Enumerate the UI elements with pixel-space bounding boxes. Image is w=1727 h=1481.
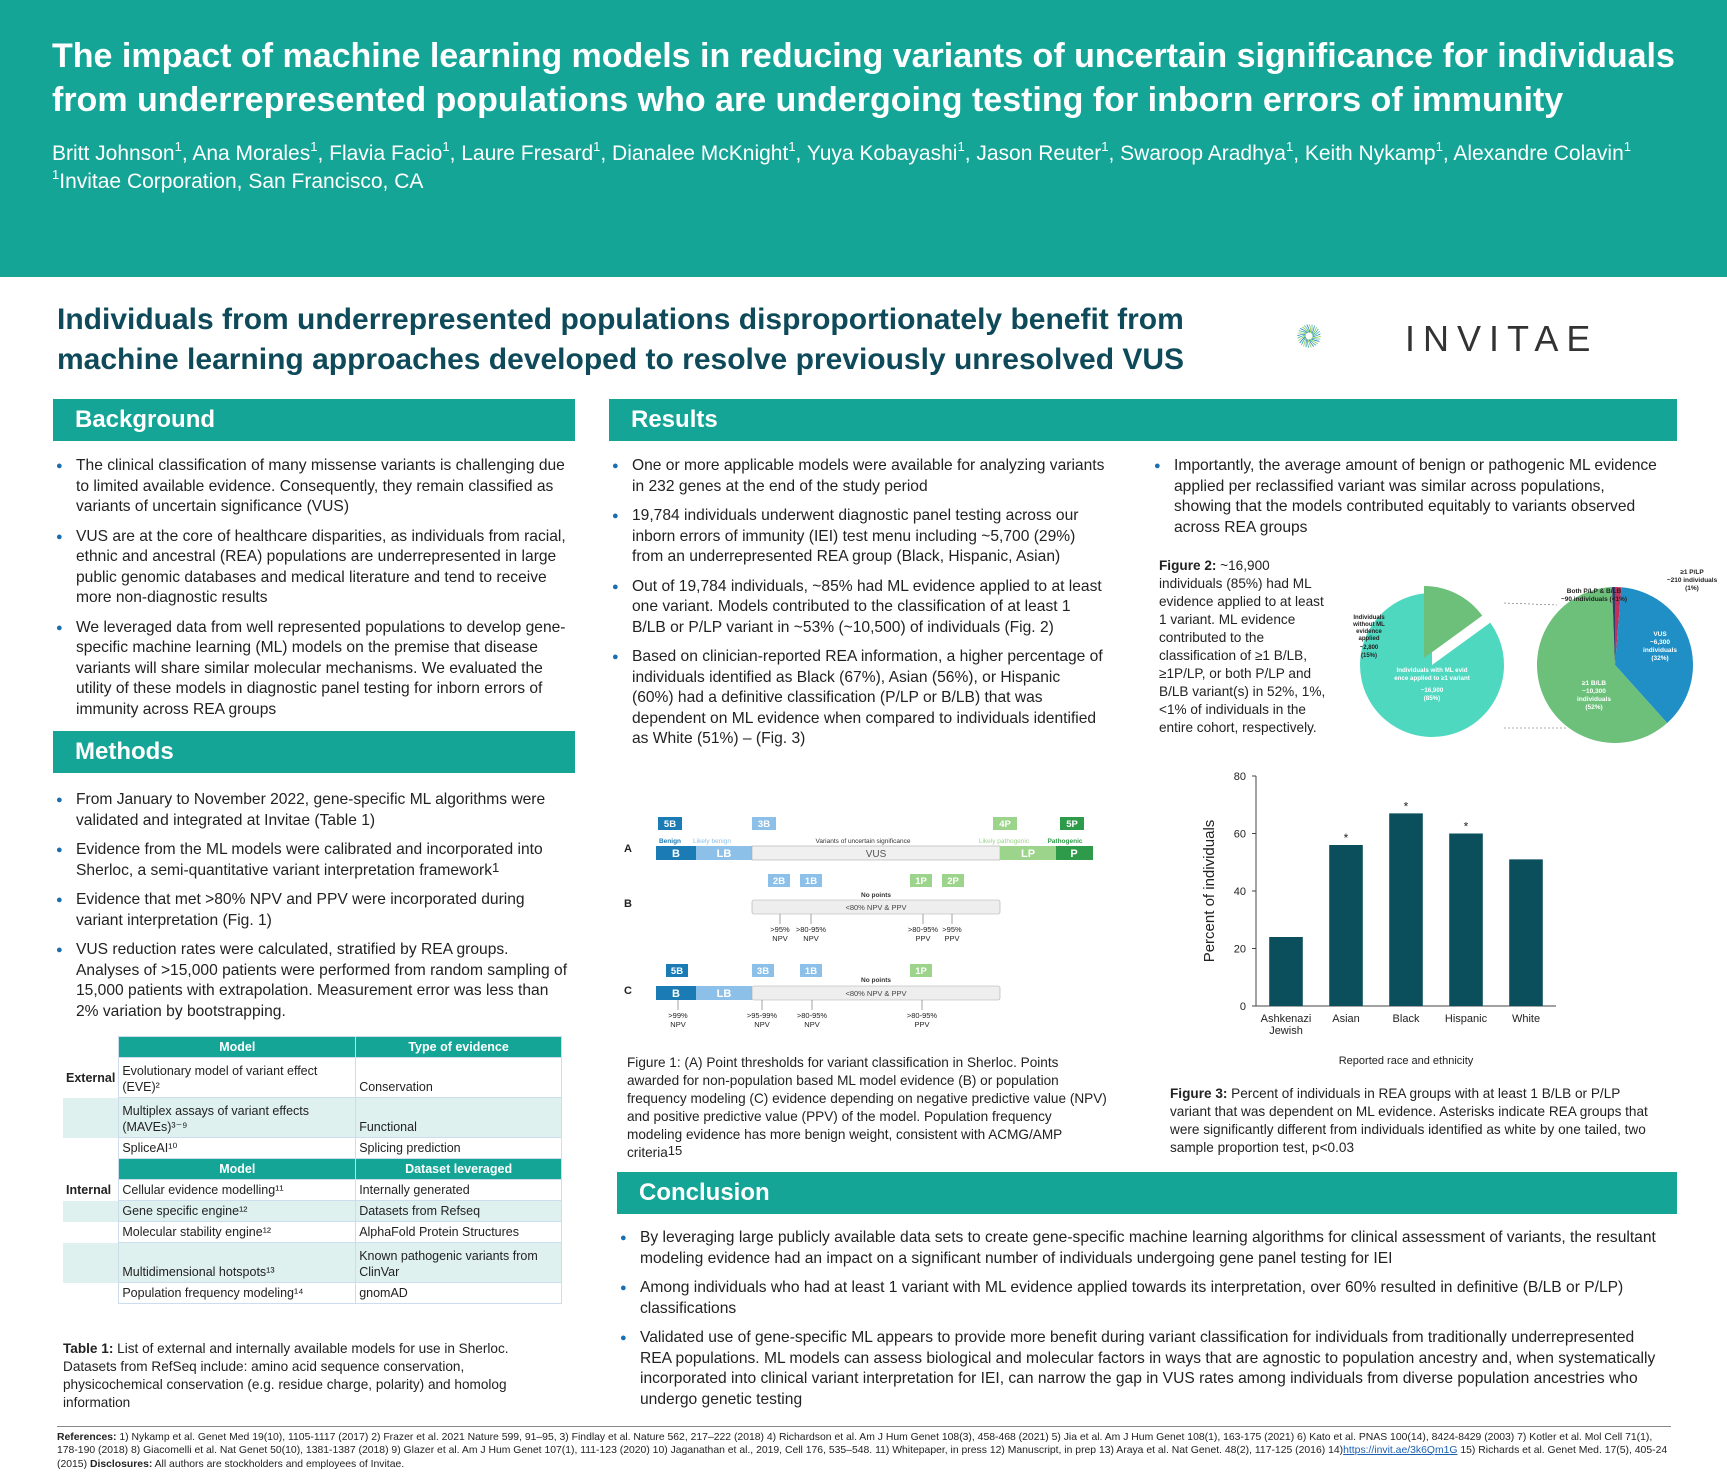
author: Dianalee McKnight bbox=[612, 142, 789, 165]
background-list bbox=[54, 456, 574, 729]
x-tick-label: White bbox=[1511, 1013, 1541, 1025]
no-points-label: No points bbox=[861, 892, 891, 899]
invitae-logo-icon bbox=[1296, 296, 1388, 376]
affil-sup: 1 bbox=[52, 167, 60, 182]
references-link[interactable]: https://invit.ae/3k6Qm1G bbox=[1343, 1445, 1458, 1457]
methods-list bbox=[54, 790, 574, 1031]
disclosures-text: All authors are stockholders and employees of Invitae. bbox=[152, 1458, 405, 1470]
bar-label: VUS bbox=[865, 849, 887, 860]
list-item bbox=[610, 577, 1105, 639]
bar bbox=[1329, 845, 1363, 1006]
table-header-cell: Type of evidence bbox=[356, 1037, 562, 1058]
pie1-small-label: evidence bbox=[1356, 629, 1382, 635]
bar-label: <80% NPV & PPV bbox=[845, 903, 907, 912]
author: Britt Johnson bbox=[52, 142, 175, 165]
disclosures-label: Disclosures: bbox=[89, 1458, 153, 1470]
figure-3-caption bbox=[1170, 1085, 1650, 1157]
y-tick-label: 0 bbox=[1239, 1001, 1246, 1013]
pie1-label: ence applied to ≥1 variant bbox=[1394, 675, 1470, 682]
point-tag-label: 1B bbox=[804, 966, 818, 977]
table-1-caption-text: List of external and internally available models for use in Sherloc. Datasets from RefSeq include: amino acid sequence conservation, physicochemical conservation (e.g. residue charge, polarity) and homolog information bbox=[63, 1341, 509, 1410]
author-list: Britt Johnson$^1$, Ana Morales$^1$, Flavia Facio$^1$, Laure Fresard$^1$, Dianalee McKnight$^1$, Yuya Kobayashi$^1$, Jason Reuter$^1$, Swaroop Aradhya$^1$, Keith Nykamp$^1$, Alexandre Colavin$^1$ bbox=[52, 139, 1631, 165]
list-item bbox=[54, 840, 574, 881]
threshold-label: >80-95% bbox=[795, 925, 827, 934]
point-tag-label: 1B bbox=[804, 876, 818, 887]
methods-heading: Methods bbox=[53, 731, 575, 773]
references-label: References: bbox=[57, 1432, 117, 1443]
list-item bbox=[1152, 456, 1662, 538]
table-header-cell: Model bbox=[119, 1037, 356, 1058]
pie2-blb-label: ≥1 B/LB bbox=[1581, 680, 1607, 687]
pie1-small-label: without ML bbox=[1353, 622, 1385, 628]
author: Flavia Facio bbox=[329, 142, 443, 165]
x-axis-label: Reported race and ethnicity bbox=[1338, 1055, 1474, 1067]
poster-title: The impact of machine learning models in reducing variants of uncertain significance for individuals from underrepresented populations who are undergoing testing for inborn errors of immunity bbox=[52, 37, 1675, 119]
list-item-text: By leveraging large publicly available data sets to create gene-specific machine learning algorithms for clinical assessment of variants, the resultant modeling evidence had an impact on a significant number of individuals undergoing gene panel testing for IEI bbox=[640, 1229, 1656, 1267]
threshold-label: NPV bbox=[772, 934, 788, 943]
list-item-text: Out of 19,784 individuals, ~85% had ML evidence applied to at least one variant. Models contributed to the classification of at least 1 B/LB or P/LP variant in ~53% (~10,500) of individuals (Fig. 2) bbox=[632, 577, 1102, 636]
list-item bbox=[54, 940, 574, 1022]
conclusion-heading: Conclusion bbox=[617, 1172, 1677, 1214]
figure-3-bar-chart bbox=[1196, 766, 1676, 1072]
threshold-label: >80-95% bbox=[906, 1011, 938, 1020]
table-1-caption bbox=[63, 1340, 563, 1412]
figure-1-caption-sup: 15 bbox=[667, 1143, 683, 1158]
list-item-text: We leveraged data from well represented populations to develop gene-specific machine learning (ML) models on the premise that disease variants will share similar molecular mechanisms. We evaluated the utility of these models in diagnostic panel testing for inborn errors of immunity across REA groups bbox=[76, 618, 566, 718]
pie1-small-pct: (15%) bbox=[1360, 653, 1378, 659]
item-sup: 1 bbox=[492, 859, 500, 875]
table-cell: Functional bbox=[356, 1098, 562, 1138]
key-finding-headline: Individuals from underrepresented populations disproportionately benefit from machine learning approaches developed to resolve previously unresolved VUS bbox=[57, 303, 1185, 376]
x-tick-label: Asian bbox=[1332, 1013, 1360, 1025]
bar-label: B bbox=[672, 988, 680, 1000]
pie2-vus-label: VUS bbox=[1653, 631, 1667, 638]
point-tag-label: 3B bbox=[757, 819, 771, 830]
list-item-text: Among individuals who had at least 1 variant with ML evidence applied towards its interpretation, over 60% resulted in definitive (B/LB or P/LP) classifications bbox=[640, 1279, 1624, 1317]
row-label-a: A bbox=[624, 843, 632, 855]
author: Ana Morales bbox=[192, 142, 311, 165]
list-item bbox=[54, 456, 574, 518]
table-cell: Population frequency modeling¹⁴ bbox=[119, 1283, 356, 1304]
significance-asterisk: * bbox=[1343, 831, 1349, 845]
list-item-text: Importantly, the average amount of benign or pathogenic ML evidence applied per reclassified variant was similar across populations, showing that the models contributed equitably to variants observed across REA groups bbox=[1174, 457, 1657, 536]
y-tick-label: 40 bbox=[1233, 886, 1246, 898]
point-tag-label: 1P bbox=[915, 966, 927, 977]
author-sup: 1 bbox=[1101, 139, 1109, 154]
list-item-text: One or more applicable models were available for analyzing variants in 232 genes at the end of the study period bbox=[632, 457, 1105, 495]
table-cell: Gene specific engine¹² bbox=[119, 1201, 356, 1222]
author: Keith Nykamp bbox=[1304, 142, 1436, 165]
table-row bbox=[63, 1138, 562, 1159]
figure-2-pies bbox=[1332, 560, 1718, 750]
pie2-both-label: Both P/LP & B/LB bbox=[1566, 588, 1622, 595]
pie2-vus-pct: (32%) bbox=[1651, 655, 1669, 662]
table-cell: Conservation bbox=[356, 1058, 562, 1098]
references-text2: 15) Richards et al. Genet Med. 17(5), 405-24 (2015) bbox=[57, 1445, 1668, 1470]
point-tag-label: 5B bbox=[670, 966, 684, 977]
x-tick-label: Hispanic bbox=[1444, 1013, 1488, 1025]
threshold-label: >95% bbox=[770, 925, 790, 934]
table-cat-cell: External bbox=[63, 1058, 119, 1098]
figure-2-caption bbox=[1159, 557, 1331, 737]
bar bbox=[1449, 834, 1483, 1007]
list-item bbox=[54, 527, 574, 609]
no-points-label: No points bbox=[861, 977, 891, 984]
list-item-text: Evidence from the ML models were calibrated and incorporated into Sherloc, a semi-quantitative variant interpretation framework bbox=[76, 841, 543, 879]
threshold-label: PPV bbox=[944, 934, 960, 943]
threshold-label: NPV bbox=[803, 934, 819, 943]
figure-1-caption bbox=[627, 1054, 1107, 1162]
class-sublabel: Likely benign bbox=[693, 838, 731, 845]
table-cat-cell bbox=[63, 1098, 119, 1138]
table-cell: AlphaFold Protein Structures bbox=[356, 1222, 562, 1243]
pie2-vus-count: individuals bbox=[1643, 647, 1677, 654]
list-item bbox=[610, 506, 1105, 568]
point-tag-label: 2P bbox=[947, 876, 959, 887]
pie1-pct: (85%) bbox=[1423, 695, 1441, 702]
table-row bbox=[63, 1243, 562, 1283]
author: Swaroop Aradhya bbox=[1120, 142, 1286, 165]
pie2-plp-pct: (1%) bbox=[1685, 585, 1699, 592]
table-1 bbox=[63, 1036, 562, 1304]
threshold-label: >95% bbox=[942, 925, 962, 934]
list-item bbox=[610, 647, 1105, 750]
threshold-label: PPV bbox=[915, 934, 931, 943]
y-tick-label: 60 bbox=[1233, 828, 1246, 841]
table-cell: Known pathogenic variants from ClinVar bbox=[356, 1243, 562, 1283]
bar bbox=[1389, 813, 1423, 1006]
table-cell: Multidimensional hotspots¹³ bbox=[119, 1243, 356, 1283]
pie-connector bbox=[1504, 603, 1557, 605]
x-tick-label: Black bbox=[1392, 1013, 1420, 1025]
bar-label: LP bbox=[1020, 848, 1036, 860]
bar-label: B bbox=[672, 848, 680, 860]
point-tag-label: 4P bbox=[999, 819, 1011, 830]
affiliation bbox=[52, 168, 1675, 196]
significance-asterisk: * bbox=[1463, 819, 1469, 834]
class-sublabel: Benign bbox=[658, 838, 682, 845]
list-item-text: Validated use of gene-specific ML appears to provide more benefit during variant classification for individuals from traditionally underrepresented REA populations. ML models can assess biological and molecular factors in ways that are agnostic to population ancestry and, when systematically incorporated into clinical variant interpretation for IEI, can narrow the gap in VUS rates among individuals from diverse population ancestries who undergo genetic testing bbox=[640, 1329, 1656, 1408]
table-cell: Cellular evidence modelling¹¹ bbox=[119, 1180, 356, 1201]
pie1-small-count: ~2,800 bbox=[1359, 645, 1379, 651]
bar-label: P bbox=[1070, 848, 1078, 860]
list-item-text: Evidence that met >80% NPV and PPV were incorporated during variant interpretation (Fig. 1) bbox=[76, 891, 525, 929]
background-heading: Background bbox=[53, 399, 575, 441]
x-tick-label: Ashkenazi bbox=[1260, 1013, 1312, 1025]
row-label-b: B bbox=[624, 898, 632, 910]
table-cell: Splicing prediction bbox=[356, 1138, 562, 1159]
table-row bbox=[63, 1180, 562, 1201]
class-sublabel: Pathogenic bbox=[1047, 838, 1083, 845]
threshold-label: >80-95% bbox=[907, 925, 939, 934]
table-cell: SpliceAI¹⁰ bbox=[119, 1138, 356, 1159]
pie2-plp-label: ≥1 P/LP bbox=[1680, 569, 1704, 576]
point-tag-label: 5P bbox=[1066, 819, 1078, 830]
author-sup: 1 bbox=[957, 139, 965, 154]
author-sup: 1 bbox=[1285, 139, 1294, 154]
author-sup: 1 bbox=[310, 139, 318, 154]
author: Alexandre Colavin bbox=[1453, 142, 1624, 165]
table-cat-cell bbox=[63, 1201, 119, 1222]
pie2-blb-count: ~10,300 bbox=[1582, 688, 1606, 695]
table-row bbox=[63, 1283, 562, 1304]
pie2-both-count: ~90 individuals (<1%) bbox=[1560, 596, 1628, 603]
table-cat-cell bbox=[63, 1138, 119, 1159]
pie2-blb-count: individuals bbox=[1577, 696, 1611, 703]
results-heading: Results bbox=[609, 399, 1677, 441]
author: Laure Fresard bbox=[461, 142, 594, 165]
table-row bbox=[63, 1098, 562, 1138]
figure-3-caption-label: Figure 3: bbox=[1170, 1086, 1228, 1101]
table-cell: Molecular stability engine¹² bbox=[119, 1222, 356, 1243]
poster-header bbox=[0, 0, 1727, 277]
list-item-text: From January to November 2022, gene-specific ML algorithms were validated and integrated at Invitae (Table 1) bbox=[76, 791, 546, 829]
point-tag-label: 2B bbox=[772, 876, 786, 887]
author-sup: 1 bbox=[174, 139, 182, 154]
author: Jason Reuter bbox=[976, 142, 1102, 165]
author-sup: 1 bbox=[1623, 139, 1631, 154]
author-sup: 1 bbox=[788, 139, 796, 154]
table-header-cell: Dataset leveraged bbox=[356, 1159, 562, 1180]
table-cell: Multiplex assays of variant effects (MAVEs)³⁻⁹ bbox=[119, 1098, 356, 1138]
table-cell: Internally generated bbox=[356, 1180, 562, 1201]
affil-text: Invitae Corporation, San Francisco, CA bbox=[59, 170, 424, 193]
list-item-text: VUS reduction rates were calculated, stratified by REA groups. Analyses of >15,000 patients were performed from random sampling of 15,000 patients with extrapolation. Measurement error was less than 2% variation by bootstrapping. bbox=[76, 941, 568, 1020]
bar bbox=[1269, 937, 1303, 1006]
author-sup: 1 bbox=[442, 139, 450, 154]
threshold-label: NPV bbox=[804, 1020, 820, 1029]
threshold-label: >99% bbox=[668, 1011, 688, 1020]
list-item bbox=[54, 618, 574, 721]
table-header-row bbox=[63, 1037, 562, 1058]
pie2-vus-count: ~6,300 bbox=[1649, 639, 1671, 646]
table-cat-cell: Internal bbox=[63, 1180, 119, 1201]
list-item-text: 19,784 individuals underwent diagnostic panel testing across our inborn errors of immunity (IEI) test menu including ~5,700 (29%) from an underrepresented REA group (Black, Hispanic, Asian) bbox=[632, 507, 1079, 565]
figure-3-caption-text: Percent of individuals in REA groups with at least 1 B/LB or P/LP variant that was dependent on ML evidence. Asterisks indicate REA groups that were significantly different from individuals identified as white by one tailed, two sample proportion test, p<0.03 bbox=[1170, 1086, 1648, 1155]
figure-2-caption-text: ~16,900 individuals (85%) had ML evidence applied to at least 1 variant. ML evidence contributed to the classification of ≥1 B/LB, ≥1P/LP, or both P/LP and B/LB variant(s) in 52%, 1%, <1% of individuals in the entire cohort, respectively. bbox=[1159, 558, 1326, 735]
table-cat-cell bbox=[63, 1037, 119, 1058]
references bbox=[57, 1426, 1671, 1471]
x-tick-label: Jewish bbox=[1269, 1025, 1303, 1037]
list-item bbox=[618, 1278, 1668, 1319]
table-cat-cell bbox=[63, 1243, 119, 1283]
list-item bbox=[54, 790, 574, 831]
table-row bbox=[63, 1222, 562, 1243]
table-1-caption-label: Table 1: bbox=[63, 1341, 114, 1356]
results-list bbox=[610, 456, 1105, 759]
list-item bbox=[618, 1228, 1668, 1269]
list-item bbox=[618, 1328, 1668, 1410]
table-row bbox=[63, 1201, 562, 1222]
conclusion-list bbox=[618, 1228, 1668, 1419]
threshold-label: NPV bbox=[670, 1020, 686, 1029]
threshold-label: >95-99% bbox=[746, 1011, 778, 1020]
bar bbox=[1509, 859, 1543, 1006]
list-item-text: Based on clinician-reported REA information, a higher percentage of individuals identified as Black (67%), Asian (56%), or Hispanic (60%) had a definitive classification (P/LP or B/LB) that was dependent on ML evidence when compared to individuals identified as White (51%) – (Fig. 3) bbox=[632, 648, 1103, 747]
y-tick-label: 20 bbox=[1233, 943, 1246, 956]
results-list-right bbox=[1152, 456, 1662, 547]
table-cell: gnomAD bbox=[356, 1283, 562, 1304]
threshold-label: >80-95% bbox=[796, 1011, 828, 1020]
author: Yuya Kobayashi bbox=[806, 142, 958, 165]
table-cat-cell bbox=[63, 1222, 119, 1243]
table-header-cell: Model bbox=[119, 1159, 356, 1180]
table-cell: Datasets from Refseq bbox=[356, 1201, 562, 1222]
bar-label: LB bbox=[716, 988, 732, 1000]
pie1-small-label: Individuals bbox=[1353, 615, 1385, 621]
list-item bbox=[54, 890, 574, 931]
significance-asterisk: * bbox=[1403, 799, 1409, 814]
list-item-text: VUS are at the core of healthcare disparities, as individuals from racial, ethnic and ancestral (REA) populations are underrepresented in large public genomic databases and medical literature and tend to receive more non-diagnostic results bbox=[76, 527, 566, 606]
table-row bbox=[63, 1058, 562, 1098]
references-text: 1) Nykamp et al. Genet Med 19(10), 1105-1117 (2017) 2) Frazer et al. 2021 Nature 599, 91–95, 3) Findlay et al. Nature 562, 217–222 (2018) 4) Richardson et al. Am J Hum Genet 108(3), 458-468 (2021) 5) Jia et al. Am J Hum Genet 108(1), 163-175 (2021) 6) Kato et al. PNAS 100(14), 8424-8429 (2003) 7) Kotler et al. Mol Cell 71(1), 178-190 (2018) 8) Giacomelli et al. Nat Genet 50(10), 1381-1387 (2018) 9) Glazer et al. Am J Hum Genet 107(1), 111-123 (2020) 10) Jaganathan et al., 2019, Cell 176, 535–548. 11) Whitepaper, in press 12) Manuscript, in prep 13) Araya et al. Nat Genet. 48(2), 117-125 (2016) 14) bbox=[57, 1432, 1653, 1457]
table-cat-cell bbox=[63, 1159, 119, 1180]
pie2-blb-pct: (52%) bbox=[1585, 704, 1603, 711]
table-cell: Evolutionary model of variant effect (EVE)² bbox=[119, 1058, 356, 1098]
table-header-row bbox=[63, 1159, 562, 1180]
y-tick-label: 80 bbox=[1233, 771, 1246, 783]
author-sup: 1 bbox=[593, 139, 601, 154]
point-tag-label: 5B bbox=[663, 819, 677, 830]
figure-2-caption-label: Figure 2: bbox=[1159, 558, 1217, 573]
list-item-text: The clinical classification of many missense variants is challenging due to limited available evidence. Consequently, they remain classified as variants of uncertain significance (VUS) bbox=[76, 457, 565, 515]
class-sublabel: Likely pathogenic bbox=[978, 838, 1030, 845]
table-cat-cell bbox=[63, 1283, 119, 1304]
list-item bbox=[610, 456, 1105, 497]
y-axis-label: Percent of individuals bbox=[1201, 819, 1218, 963]
author-sup: 1 bbox=[1435, 139, 1443, 154]
pie2-plp-count: ~210 individuals bbox=[1666, 577, 1718, 584]
threshold-label: NPV bbox=[754, 1020, 770, 1029]
row-label-c: C bbox=[624, 985, 632, 997]
figure-1-caption-text: Figure 1: (A) Point thresholds for variant classification in Sherloc. Points awarded for non-population based ML model evidence (B) or population frequency modeling (C) evidence depending on negative predictive value (NPV) and positive predictive value (PPV) of the model. Population frequency modeling evidence has more benign weight, consistent with ACMG/AMP criteria bbox=[627, 1055, 1107, 1160]
pie1-count: ~16,900 bbox=[1420, 687, 1444, 694]
figure-1-diagram bbox=[620, 812, 1120, 1042]
point-tag-label: 3B bbox=[756, 966, 770, 977]
pie1-label: Individuals with ML evid bbox=[1396, 667, 1468, 674]
invitae-wordmark: INVITAE bbox=[1405, 318, 1599, 359]
bar-label: <80% NPV & PPV bbox=[845, 989, 907, 998]
threshold-label: PPV bbox=[914, 1020, 930, 1029]
pie1-small-label: applied bbox=[1358, 636, 1380, 642]
class-sublabel: Variants of uncertain significance bbox=[815, 838, 911, 845]
bar-label: LB bbox=[716, 848, 732, 860]
point-tag-label: 1P bbox=[915, 876, 927, 887]
